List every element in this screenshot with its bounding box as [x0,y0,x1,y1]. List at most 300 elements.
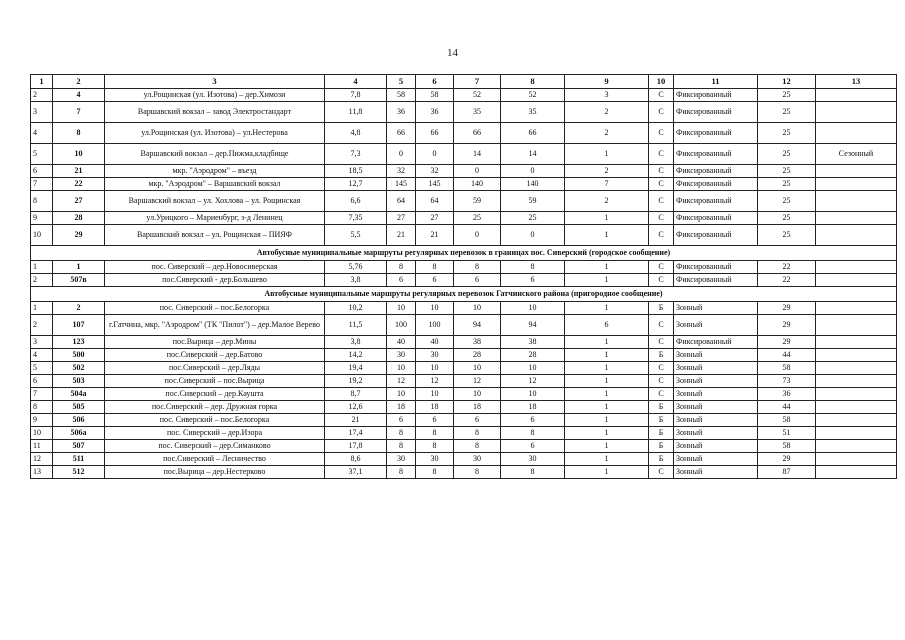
cell-c6: 12 [416,375,454,388]
cell-c8: 6 [501,440,565,453]
cell-num: 107 [53,315,105,336]
cell-route: мкр. "Аэродром" – Варшавский вокзал [105,178,325,191]
cell-c6: 10 [416,388,454,401]
cell-note [816,302,897,315]
column-header: 5 [387,75,416,89]
cell-c9: 1 [565,144,649,165]
cell-c6: 58 [416,89,454,102]
table-row [31,414,897,427]
cell-tariff: Зонный [674,427,758,440]
cell-c12: 29 [758,302,816,315]
cell-c5: 145 [387,178,416,191]
cell-c8: 12 [501,375,565,388]
cell-route: мкр. "Аэродром" – въезд [105,165,325,178]
cell-c9: 1 [565,466,649,479]
cell-c9: 2 [565,102,649,123]
cell-km: 3,8 [325,274,387,287]
cell-c7: 52 [454,89,501,102]
cell-c12: 87 [758,466,816,479]
cell-c6: 36 [416,102,454,123]
cell-c7: 30 [454,453,501,466]
table-row [31,336,897,349]
cell-cls: С [649,274,674,287]
cell-c9: 1 [565,427,649,440]
cell-num: 2 [53,302,105,315]
cell-route: пос.Сиверский – Лесничество [105,453,325,466]
cell-num: 10 [53,144,105,165]
cell-c12: 58 [758,414,816,427]
cell-c7: 8 [454,440,501,453]
cell-c7: 8 [454,466,501,479]
table-row [31,388,897,401]
cell-km: 7,35 [325,212,387,225]
cell-c7: 94 [454,315,501,336]
table-row [31,261,897,274]
table-row [31,349,897,362]
cell-c12: 25 [758,102,816,123]
cell-c12: 25 [758,178,816,191]
cell-c5: 32 [387,165,416,178]
cell-c7: 140 [454,178,501,191]
cell-c5: 36 [387,102,416,123]
cell-note [816,191,897,212]
table-row [31,453,897,466]
cell-c12: 44 [758,401,816,414]
cell-c6: 10 [416,362,454,375]
cell-route: Варшавский вокзал – дер.Пижма,кладбище [105,144,325,165]
cell-c5: 30 [387,453,416,466]
cell-c9: 1 [565,302,649,315]
column-header: 2 [53,75,105,89]
column-header: 9 [565,75,649,89]
cell-c9: 1 [565,274,649,287]
cell-c7: 12 [454,375,501,388]
cell-c8: 6 [501,414,565,427]
cell-c7: 66 [454,123,501,144]
cell-km: 5,76 [325,261,387,274]
cell-num: 503 [53,375,105,388]
cell-tariff: Зонный [674,453,758,466]
cell-c5: 8 [387,466,416,479]
cell-cls: С [649,388,674,401]
cell-num: 4 [53,89,105,102]
cell-num: 507 [53,440,105,453]
cell-c6: 66 [416,123,454,144]
cell-c12: 25 [758,89,816,102]
cell-cls: С [649,102,674,123]
cell-num: 511 [53,453,105,466]
cell-cls: Б [649,414,674,427]
table-row [31,375,897,388]
cell-km: 17,8 [325,440,387,453]
cell-c9: 1 [565,225,649,246]
cell-c7: 6 [454,274,501,287]
cell-num: 123 [53,336,105,349]
cell-c6: 21 [416,225,454,246]
suburban-routes-group [31,302,897,479]
cell-c8: 38 [501,336,565,349]
cell-c9: 1 [565,453,649,466]
table-row [31,165,897,178]
cell-cls: С [649,315,674,336]
cell-idx: 10 [31,427,53,440]
siversky-routes-group [31,261,897,287]
cell-cls: С [649,165,674,178]
cell-c6: 27 [416,212,454,225]
cell-c9: 1 [565,440,649,453]
cell-c12: 22 [758,274,816,287]
table-row [31,302,897,315]
cell-c9: 2 [565,123,649,144]
cell-c6: 8 [416,427,454,440]
cell-tariff: Зонный [674,302,758,315]
cell-c5: 6 [387,414,416,427]
cell-idx: 8 [31,191,53,212]
table-row [31,440,897,453]
table-row [31,102,897,123]
column-header: 11 [674,75,758,89]
cell-num: 22 [53,178,105,191]
cell-idx: 8 [31,401,53,414]
cell-idx: 1 [31,261,53,274]
cell-c12: 25 [758,225,816,246]
cell-cls: Б [649,427,674,440]
cell-c12: 29 [758,453,816,466]
cell-num: 28 [53,212,105,225]
column-number-row [31,75,897,89]
cell-note [816,440,897,453]
cell-num: 502 [53,362,105,375]
cell-c8: 6 [501,274,565,287]
cell-num: 500 [53,349,105,362]
cell-km: 3,8 [325,336,387,349]
cell-idx: 6 [31,375,53,388]
cell-tariff: Зонный [674,315,758,336]
cell-c6: 30 [416,453,454,466]
cell-route: г.Гатчина, мкр. "Аэродром" (ТК "Пилот") – дер.Малое Верево [105,315,325,336]
column-header: 6 [416,75,454,89]
cell-c5: 58 [387,89,416,102]
cell-note [816,225,897,246]
cell-note [816,349,897,362]
table-row [31,89,897,102]
cell-c12: 36 [758,388,816,401]
cell-tariff: Зонный [674,414,758,427]
cell-c8: 18 [501,401,565,414]
cell-km: 19,4 [325,362,387,375]
cell-cls: С [649,178,674,191]
cell-cls: С [649,89,674,102]
cell-c9: 1 [565,261,649,274]
cell-c7: 25 [454,212,501,225]
cell-note [816,427,897,440]
cell-cls: Б [649,401,674,414]
cell-note [816,123,897,144]
cell-c6: 30 [416,349,454,362]
cell-c8: 140 [501,178,565,191]
cell-c8: 10 [501,362,565,375]
cell-cls: Б [649,453,674,466]
cell-c8: 35 [501,102,565,123]
cell-km: 7,8 [325,89,387,102]
cell-c8: 28 [501,349,565,362]
cell-c12: 25 [758,212,816,225]
cell-c8: 66 [501,123,565,144]
cell-c6: 8 [416,466,454,479]
cell-cls: С [649,191,674,212]
cell-idx: 11 [31,440,53,453]
cell-note [816,453,897,466]
cell-route: Варшавский вокзал – ул. Хохлова – ул. Рощинская [105,191,325,212]
cell-km: 7,3 [325,144,387,165]
cell-c5: 18 [387,401,416,414]
cell-c6: 64 [416,191,454,212]
cell-cls: Б [649,349,674,362]
cell-km: 12,6 [325,401,387,414]
cell-c7: 0 [454,225,501,246]
cell-c12: 73 [758,375,816,388]
cell-c5: 6 [387,274,416,287]
cell-c5: 66 [387,123,416,144]
cell-c7: 8 [454,427,501,440]
cell-cls: С [649,261,674,274]
section-title: Автобусные муниципальные маршруты регулярных перевозок в границах пос. Сиверский (городское сообщение) [31,246,897,261]
page-number: 14 [447,47,458,59]
cell-route: пос. Сиверский – пос.Белогорка [105,414,325,427]
cell-num: 1 [53,261,105,274]
column-header: 8 [501,75,565,89]
cell-c9: 1 [565,336,649,349]
column-header: 12 [758,75,816,89]
cell-c8: 94 [501,315,565,336]
cell-c6: 6 [416,414,454,427]
cell-c7: 59 [454,191,501,212]
cell-route: пос. Сиверский – пос.Белогорка [105,302,325,315]
cell-c9: 7 [565,178,649,191]
cell-c12: 22 [758,261,816,274]
cell-c7: 18 [454,401,501,414]
column-header: 13 [816,75,897,89]
cell-c5: 100 [387,315,416,336]
cell-note [816,178,897,191]
cell-cls: С [649,123,674,144]
cell-num: 7 [53,102,105,123]
cell-c8: 14 [501,144,565,165]
cell-idx: 5 [31,144,53,165]
cell-num: 27 [53,191,105,212]
cell-route: пос.Сиверский – дер.Ляды [105,362,325,375]
cell-c9: 1 [565,212,649,225]
cell-c6: 0 [416,144,454,165]
cell-num: 507в [53,274,105,287]
cell-cls: Б [649,302,674,315]
cell-cls: С [649,212,674,225]
cell-idx: 7 [31,388,53,401]
cell-c9: 3 [565,89,649,102]
cell-tariff: Фиксированный [674,178,758,191]
cell-num: 512 [53,466,105,479]
cell-c6: 100 [416,315,454,336]
cell-c7: 14 [454,144,501,165]
cell-note [816,165,897,178]
cell-note: Сезонный [816,144,897,165]
cell-c8: 8 [501,427,565,440]
table-row [31,401,897,414]
cell-c7: 10 [454,388,501,401]
cell-c7: 28 [454,349,501,362]
cell-c6: 8 [416,440,454,453]
cell-c7: 10 [454,302,501,315]
cell-tariff: Фиксированный [674,144,758,165]
cell-c8: 0 [501,165,565,178]
cell-c8: 8 [501,466,565,479]
cell-c5: 21 [387,225,416,246]
cell-idx: 7 [31,178,53,191]
column-header: 4 [325,75,387,89]
cell-cls: С [649,225,674,246]
cell-idx: 9 [31,414,53,427]
cell-route: пос. Сиверский – дер.Новосиверская [105,261,325,274]
cell-tariff: Фиксированный [674,212,758,225]
section-suburban-header [31,287,897,302]
cell-c6: 10 [416,302,454,315]
table-row [31,466,897,479]
cell-route: пос.Вырица – дер.Мины [105,336,325,349]
cell-idx: 13 [31,466,53,479]
cell-tariff: Фиксированный [674,336,758,349]
column-header: 7 [454,75,501,89]
cell-route: пос.Сиверский – дер. Дружная горка [105,401,325,414]
cell-route: пос.Сиверский - дер.Большево [105,274,325,287]
cell-route: пос.Сиверский – пос.Вырица [105,375,325,388]
cell-route: ул.Рощинская (ул. Изотова) – ул.Нестерова [105,123,325,144]
cell-idx: 2 [31,315,53,336]
cell-c9: 1 [565,401,649,414]
cell-c12: 58 [758,362,816,375]
cell-c9: 1 [565,349,649,362]
cell-idx: 10 [31,225,53,246]
cell-c12: 25 [758,144,816,165]
cell-tariff: Фиксированный [674,261,758,274]
column-header: 1 [31,75,53,89]
cell-tariff: Зонный [674,349,758,362]
cell-c6: 32 [416,165,454,178]
cell-idx: 3 [31,336,53,349]
cell-c5: 0 [387,144,416,165]
table-row [31,274,897,287]
cell-idx: 4 [31,123,53,144]
cell-c12: 25 [758,123,816,144]
cell-note [816,212,897,225]
cell-tariff: Фиксированный [674,191,758,212]
cell-tariff: Зонный [674,362,758,375]
cell-note [816,362,897,375]
cell-cls: С [649,144,674,165]
cell-num: 8 [53,123,105,144]
cell-c12: 29 [758,315,816,336]
cell-c5: 30 [387,349,416,362]
cell-note [816,315,897,336]
table-row [31,212,897,225]
cell-num: 505 [53,401,105,414]
cell-c5: 10 [387,302,416,315]
cell-c8: 59 [501,191,565,212]
cell-c12: 25 [758,191,816,212]
cell-cls: С [649,375,674,388]
cell-km: 19,2 [325,375,387,388]
cell-note [816,388,897,401]
table-row [31,144,897,165]
cell-tariff: Фиксированный [674,89,758,102]
cell-tariff: Зонный [674,375,758,388]
cell-note [816,466,897,479]
cell-km: 12,7 [325,178,387,191]
cell-c12: 25 [758,165,816,178]
table-row [31,225,897,246]
cell-route: пос.Вырица – дер.Нестерково [105,466,325,479]
cell-c12: 44 [758,349,816,362]
cell-tariff: Зонный [674,440,758,453]
cell-route: ул.Урицкого – Мариенбург, з-д Ленинец [105,212,325,225]
cell-c5: 10 [387,388,416,401]
cell-km: 8,7 [325,388,387,401]
cell-tariff: Фиксированный [674,165,758,178]
cell-tariff: Фиксированный [674,274,758,287]
cell-idx: 2 [31,274,53,287]
cell-km: 4,8 [325,123,387,144]
cell-c12: 29 [758,336,816,349]
cell-c5: 8 [387,440,416,453]
cell-km: 6,6 [325,191,387,212]
cell-tariff: Фиксированный [674,102,758,123]
cell-note [816,274,897,287]
table-row [31,362,897,375]
cell-idx: 9 [31,212,53,225]
cell-cls: С [649,466,674,479]
cell-c7: 6 [454,414,501,427]
cell-tariff: Зонный [674,401,758,414]
cell-c5: 8 [387,261,416,274]
cell-num: 21 [53,165,105,178]
cell-km: 37,1 [325,466,387,479]
routes-table [30,74,897,479]
cell-c9: 1 [565,362,649,375]
cell-note [816,336,897,349]
cell-c6: 6 [416,274,454,287]
cell-route: пос.Сиверский – дер.Батово [105,349,325,362]
cell-c6: 8 [416,261,454,274]
cell-idx: 1 [31,302,53,315]
cell-num: 29 [53,225,105,246]
cell-cls: С [649,362,674,375]
cell-km: 11,5 [325,315,387,336]
city-routes-group [31,89,897,246]
table-row [31,191,897,212]
cell-c5: 8 [387,427,416,440]
cell-c8: 10 [501,302,565,315]
cell-note [816,89,897,102]
cell-idx: 4 [31,349,53,362]
cell-idx: 3 [31,102,53,123]
cell-c7: 10 [454,362,501,375]
cell-note [816,102,897,123]
cell-c6: 40 [416,336,454,349]
cell-num: 506а [53,427,105,440]
cell-tariff: Фиксированный [674,123,758,144]
cell-km: 21 [325,414,387,427]
cell-note [816,414,897,427]
cell-route: пос.Сиверский – дер.Кауштa [105,388,325,401]
